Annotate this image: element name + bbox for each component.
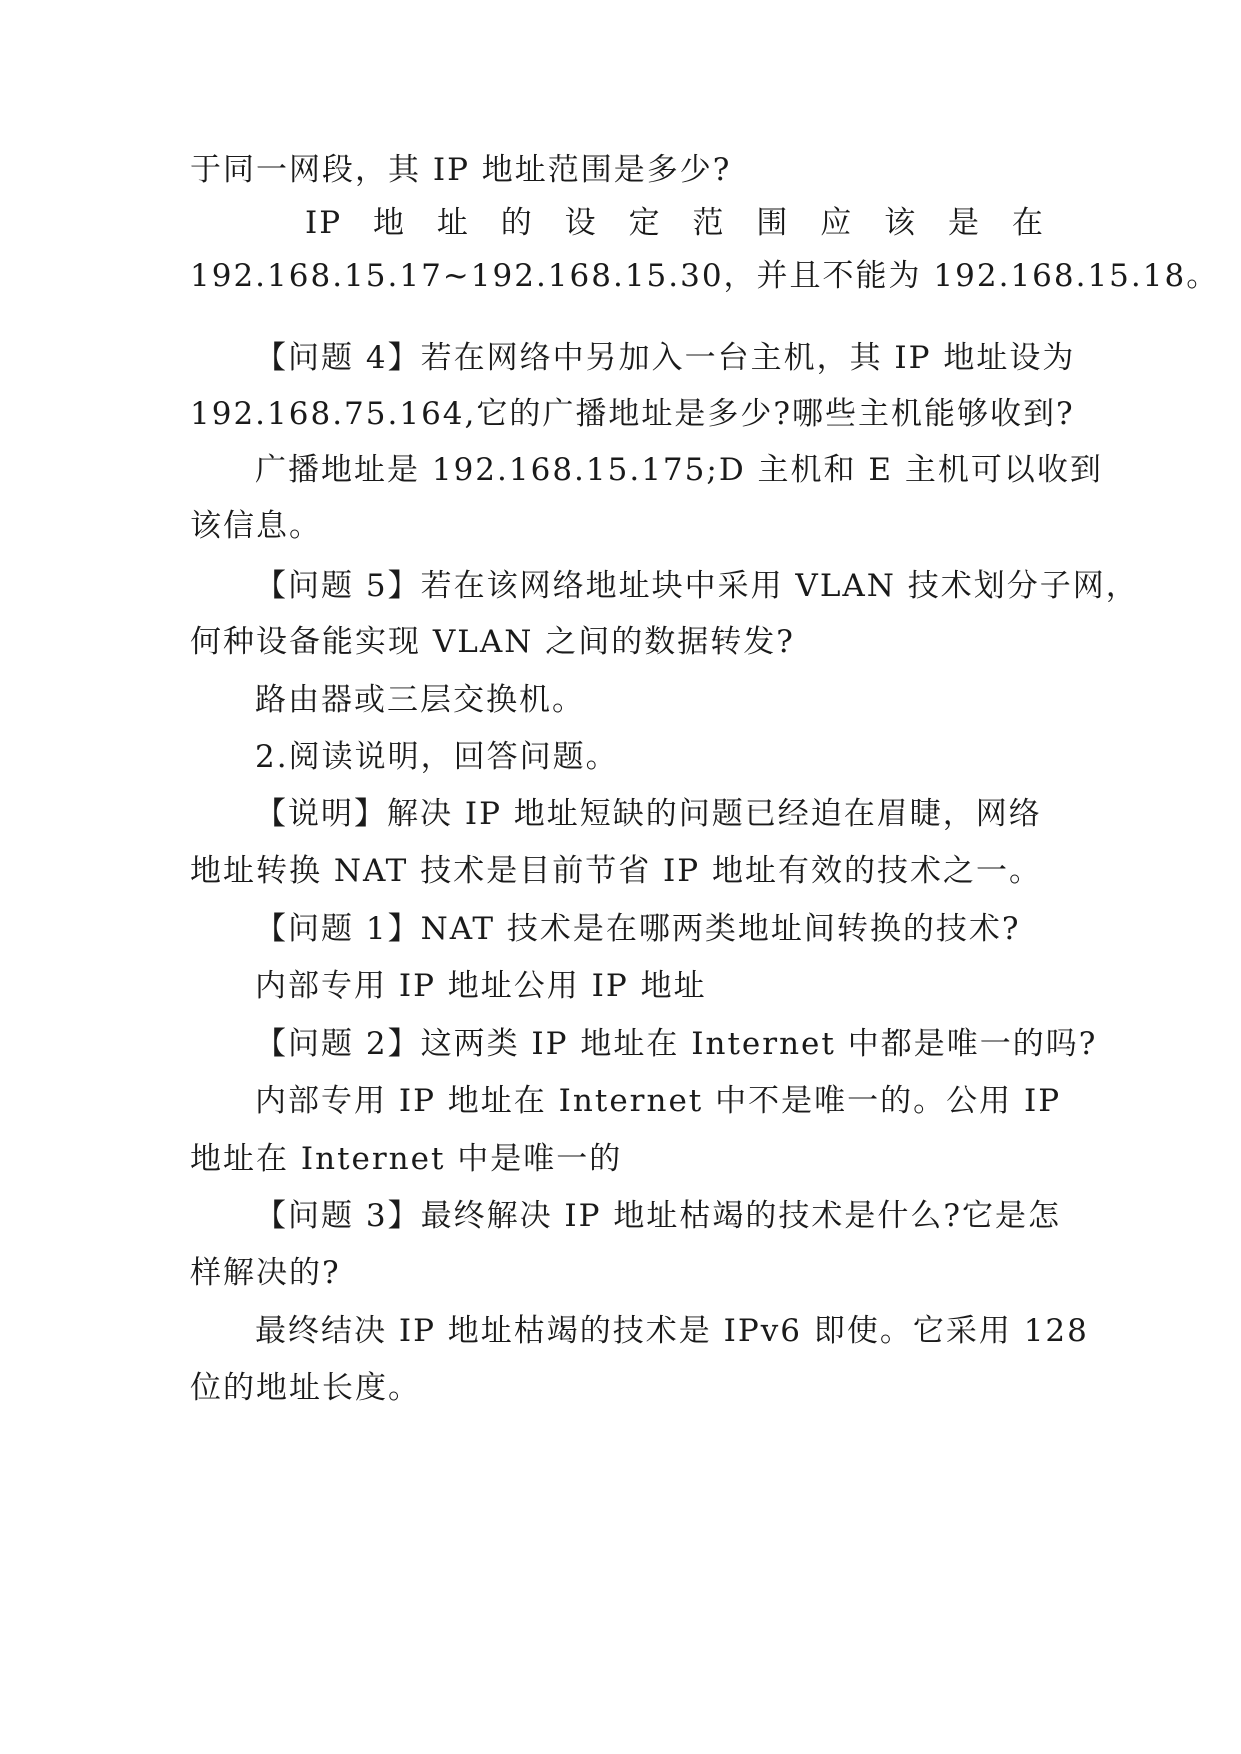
spread-word: 的: [500, 205, 534, 241]
text-line: 地址在 Internet 中是唯一的: [190, 1141, 623, 1177]
text-line: 何种设备能实现 VLAN 之间的数据转发?: [190, 624, 795, 660]
answer-line: 广播地址是 192.168.15.175;D 主机和 E 主机可以收到: [255, 452, 1103, 488]
text-line: 地址转换 NAT 技术是目前节省 IP 地址有效的技术之一。: [190, 853, 1043, 889]
spread-word: 址: [436, 205, 470, 241]
question-heading: 【问题 4】若在网络中另加入一台主机，其 IP 地址设为: [255, 340, 1076, 376]
text-line: 于同一网段，其 IP 地址范围是多少?: [190, 152, 732, 188]
question-heading: 【问题 5】若在该网络地址块中采用 VLAN 技术划分子网，: [255, 568, 1139, 604]
spread-word: 是: [948, 205, 982, 241]
text-line: 样解决的?: [190, 1255, 341, 1291]
spread-word: 范: [692, 205, 726, 241]
spread-word: 地: [373, 205, 406, 241]
spread-word: 定: [628, 205, 662, 241]
spread-word: 设: [564, 205, 598, 241]
spread-word: IP: [305, 205, 343, 241]
question-heading: 【问题 3】最终解决 IP 地址枯竭的技术是什么?它是怎: [255, 1198, 1062, 1234]
answer-line: 内部专用 IP 地址公用 IP 地址: [255, 968, 707, 1004]
note-heading: 【说明】解决 IP 地址短缺的问题已经迫在眉睫，网络: [255, 796, 1042, 832]
answer-line: 内部专用 IP 地址在 Internet 中不是唯一的。公用 IP: [255, 1083, 1062, 1119]
answer-line: 最终结决 IP 地址枯竭的技术是 IPv6 即使。它采用 128: [255, 1313, 1089, 1349]
spread-word: 在: [1011, 205, 1045, 241]
text-line: 位的地址长度。: [190, 1370, 421, 1406]
spread-word: 围: [756, 205, 790, 241]
question-heading: 【问题 1】NAT 技术是在哪两类地址间转换的技术?: [255, 911, 1021, 947]
text-line: 该信息。: [190, 508, 322, 544]
spread-word: 应: [820, 205, 854, 241]
text-line: 192.168.75.164,它的广播地址是多少?哪些主机能够收到?: [190, 396, 1075, 432]
spread-word: 该: [884, 205, 918, 241]
section-heading: 2.阅读说明，回答问题。: [255, 739, 619, 775]
question-heading: 【问题 2】这两类 IP 地址在 Internet 中都是唯一的吗?: [255, 1026, 1098, 1062]
answer-line: 路由器或三层交换机。: [255, 682, 585, 718]
text-line: 192.168.15.17~192.168.15.30，并且不能为 192.168.15.18。: [190, 258, 1220, 294]
text-line-spread: [305, 203, 1045, 243]
